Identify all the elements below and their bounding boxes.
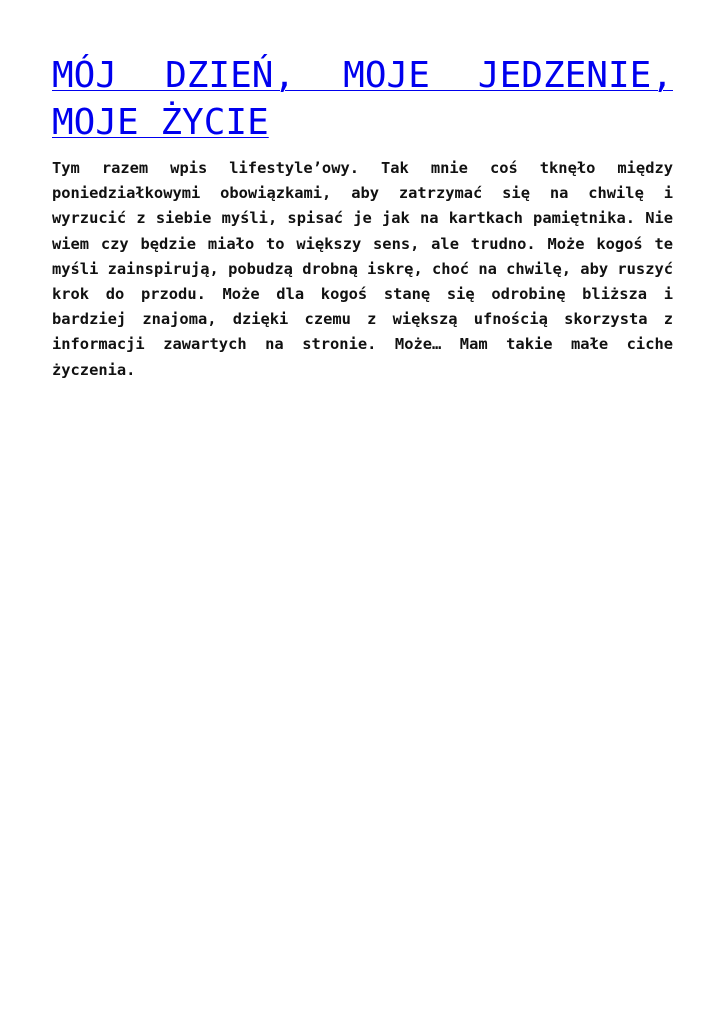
article — [52, 52, 673, 383]
post-title-link[interactable]: MÓJ DZIEŃ, MOJE JEDZENIE, MOJE ŻYCIE — [52, 55, 673, 143]
post-excerpt: Tym razem wpis lifestyle’owy. Tak mnie coś tknęło między poniedziałkowymi obowiązkami, aby zatrzymać się na chwilę i wyrzucić z siebie myśli, spisać je jak na kartkach pamiętnika. Nie wiem czy będzie miało to większy sens, ale trudno. Może kogoś te myśli zainspirują, pobudzą drobną iskrę, choć na chwilę, aby ruszyć krok do przodu. Może dla kogoś stanę się odrobinę bliższa i bardziej znajoma, dzięki czemu z większą ufnością skorzysta z informacji zawartych na stronie. Może… Mam takie małe ciche życzenia. — [52, 159, 673, 379]
